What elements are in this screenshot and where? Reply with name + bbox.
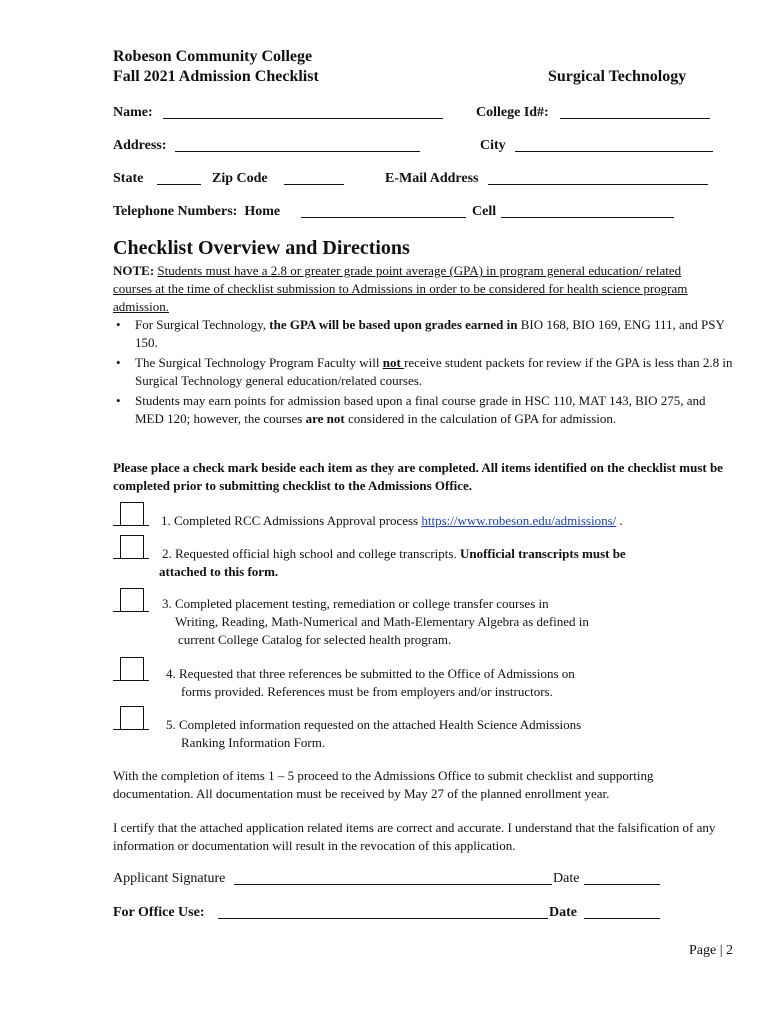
address-label: Address:	[113, 138, 167, 153]
home-phone-field[interactable]	[301, 205, 466, 218]
applicant-signature-label: Applicant Signature	[113, 871, 226, 886]
telephone-label-text: Telephone Numbers:	[113, 204, 238, 219]
item-2-continued: attached to this form.	[159, 564, 279, 579]
bullet-gpa-courses: • For Surgical Technology, the GPA will be based upon grades earned in BIO 168, BIO 169, ENG 111, and PSY 150.	[113, 316, 733, 352]
checkbox-item-3[interactable]	[120, 588, 144, 612]
email-field[interactable]	[488, 172, 708, 185]
cell-phone-field[interactable]	[501, 205, 674, 218]
city-label: City	[480, 138, 506, 153]
overview-heading: Checklist Overview and Directions	[113, 237, 410, 259]
state-label: State	[113, 171, 144, 186]
check-line	[113, 611, 149, 612]
bullet-faculty-review: • The Surgical Technology Program Faculty will not receive student packets for review if the GPA is less than 2.8 in Surgical Technology general education/related courses.	[113, 354, 733, 390]
item-5-line-2: Ranking Information Form.	[181, 735, 326, 750]
check-line	[113, 729, 149, 730]
home-label: Home	[244, 204, 281, 219]
gpa-bullets	[113, 316, 733, 430]
address-field[interactable]	[175, 139, 420, 152]
item-3-line-3: current College Catalog for selected health program.	[178, 632, 452, 647]
item-5-line-1: 5. Completed information requested on the attached Health Science Admissions	[166, 717, 582, 732]
note-label: NOTE:	[113, 263, 155, 278]
item-4-line-2: forms provided. References must be from employers and/or instructors.	[181, 684, 553, 699]
office-date-field[interactable]	[584, 906, 660, 919]
office-use-label: For Office Use:	[113, 905, 205, 920]
check-line	[113, 680, 149, 681]
email-label: E-Mail Address	[385, 171, 479, 186]
checkbox-item-5[interactable]	[120, 706, 144, 730]
applicant-date-label: Date	[553, 871, 580, 886]
college-name: Robeson Community College	[113, 48, 313, 65]
office-use-field[interactable]	[218, 906, 548, 919]
page-number: Page | 2	[689, 943, 734, 958]
state-field[interactable]	[157, 172, 201, 185]
check-line	[113, 525, 149, 526]
checkbox-item-4[interactable]	[120, 657, 144, 681]
item-3-line-1: 3. Completed placement testing, remediation or college transfer courses in	[162, 596, 549, 611]
check-line	[113, 558, 149, 559]
checkbox-item-1[interactable]	[120, 502, 144, 526]
name-field[interactable]	[163, 106, 443, 119]
program-name: Surgical Technology	[548, 68, 687, 85]
telephone-label	[113, 204, 280, 220]
college-id-field[interactable]	[560, 106, 710, 119]
college-id-label: College Id#:	[476, 105, 549, 120]
zip-label: Zip Code	[212, 171, 268, 186]
bullet-points-courses: • Students may earn points for admission based upon a final course grade in HSC 110, MAT 143, BIO 275, and MED 120; however, the courses are not considered in the calculation of GPA for admission.	[113, 392, 733, 428]
admissions-link[interactable]: https://www.robeson.edu/admissions/	[421, 513, 617, 528]
name-label: Name:	[113, 105, 153, 120]
checkbox-item-2[interactable]	[120, 535, 144, 559]
check-instructions: Please place a check mark beside each item as they are completed. All items identified on the checklist must be completed prior to submitting checklist to the Admissions Office.	[113, 460, 723, 493]
item-1: 1. Completed RCC Admissions Approval process https://www.robeson.edu/admissions/ .	[161, 513, 623, 528]
gpa-note	[113, 262, 723, 316]
cell-label: Cell	[472, 204, 497, 219]
note-text: Students must have a 2.8 or greater grade point average (GPA) in program general education/ related courses at the time of checklist submission to Admissions in order to be considered for health science program admission.	[113, 263, 688, 314]
checklist-title: Fall 2021 Admission Checklist	[113, 68, 319, 85]
completion-text: With the completion of items 1 – 5 proceed to the Admissions Office to submit checklist and supporting documentation. All documentation must be received by May 27 of the planned enrollment year.	[113, 768, 654, 801]
applicant-signature-field[interactable]	[234, 872, 552, 885]
certify-text: I certify that the attached application related items are correct and accurate. I understand that the falsification of any information or documentation will result in the revocation of this application.	[113, 820, 716, 853]
office-date-label: Date	[549, 905, 577, 920]
item-3-line-2: Writing, Reading, Math-Numerical and Math-Elementary Algebra as defined in	[175, 614, 589, 629]
applicant-date-field[interactable]	[584, 872, 660, 885]
city-field[interactable]	[515, 139, 713, 152]
item-2: 2. Requested official high school and college transcripts. Unofficial transcripts must be	[162, 546, 626, 561]
item-4-line-1: 4. Requested that three references be submitted to the Office of Admissions on	[166, 666, 575, 681]
zip-field[interactable]	[284, 172, 344, 185]
